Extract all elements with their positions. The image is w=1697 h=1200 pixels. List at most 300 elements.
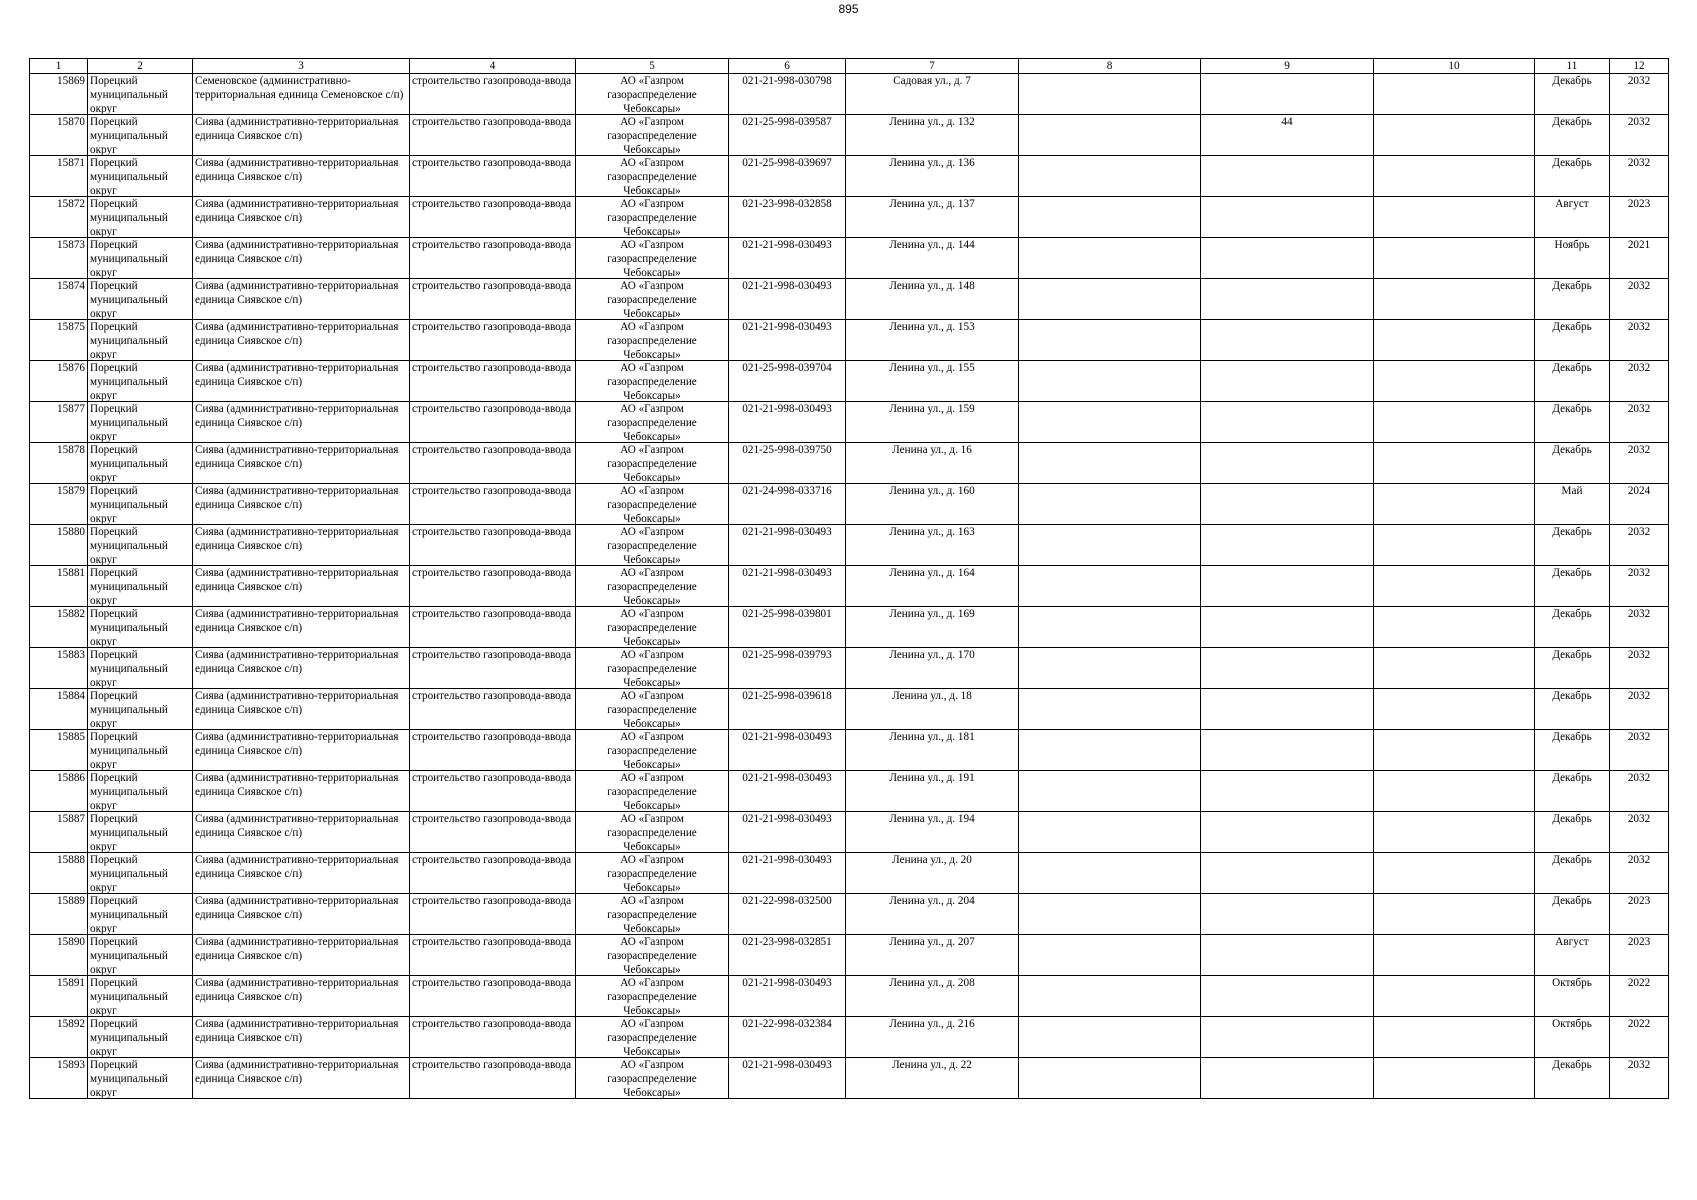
column-9-cell-text: [1203, 197, 1371, 237]
column-8-cell: [1019, 238, 1201, 279]
address-cell: [846, 648, 1019, 689]
column-9-cell: [1201, 197, 1374, 238]
row-number-cell-text: 15885: [57, 731, 85, 743]
column-9-cell-text: [1203, 894, 1371, 934]
address-cell-text: Ленина ул., д. 18: [892, 690, 972, 702]
address-cell-text: Ленина ул., д. 207: [889, 936, 975, 948]
object-code-cell: [729, 320, 846, 361]
work-type-cell-text: строительство газопровода-ввода: [412, 116, 572, 128]
work-type-cell: [410, 238, 576, 279]
column-8-cell: [1019, 771, 1201, 812]
column-9-cell: [1201, 320, 1374, 361]
address-cell-text: Ленина ул., д. 204: [889, 895, 975, 907]
column-header: 1: [30, 59, 88, 74]
organization-cell-text: АО «Газпром газораспределение Чебоксары»: [607, 75, 697, 114]
organization-cell-text: АО «Газпром газораспределение Чебоксары»: [607, 116, 697, 155]
year-cell-text: 2022: [1627, 1018, 1651, 1030]
column-10-cell-text: [1376, 853, 1532, 893]
month-cell-text: Декабрь: [1552, 280, 1592, 292]
year-cell: [1610, 156, 1669, 197]
district-cell: [88, 402, 193, 443]
row-number-cell-text: 15877: [57, 403, 85, 415]
row-number-cell-text: 15876: [57, 362, 85, 374]
column-header: 8: [1019, 59, 1201, 74]
column-9-cell-text: [1203, 74, 1371, 114]
address-cell-text: Ленина ул., д. 208: [889, 977, 975, 989]
address-cell: [846, 976, 1019, 1017]
address-cell: [846, 156, 1019, 197]
year-cell: [1610, 74, 1669, 115]
column-9-cell-text: [1203, 853, 1371, 893]
district-cell: [88, 771, 193, 812]
column-9-cell-text: [1203, 935, 1371, 975]
address-cell-text: Ленина ул., д. 191: [889, 772, 975, 784]
district-cell: [88, 320, 193, 361]
column-10-cell: [1374, 730, 1535, 771]
column-10-cell: [1374, 525, 1535, 566]
column-10-cell: [1374, 1017, 1535, 1058]
address-cell: [846, 361, 1019, 402]
address-cell: [846, 1017, 1019, 1058]
object-code-cell-text: 021-21-998-030493: [742, 731, 832, 743]
object-code-cell: [729, 730, 846, 771]
district-cell: [88, 935, 193, 976]
work-type-cell-text: строительство газопровода-ввода: [412, 977, 572, 989]
object-code-cell: [729, 484, 846, 525]
address-cell-text: Ленина ул., д. 216: [889, 1018, 975, 1030]
column-10-cell-text: [1376, 525, 1532, 565]
column-8-cell: [1019, 648, 1201, 689]
column-8-cell: [1019, 1017, 1201, 1058]
work-type-cell-text: строительство газопровода-ввода: [412, 936, 572, 948]
district-cell-text: Порецкий муниципальный округ: [90, 1059, 168, 1098]
column-8-cell: [1019, 976, 1201, 1017]
organization-cell: [576, 689, 729, 730]
work-type-cell-text: строительство газопровода-ввода: [412, 1018, 572, 1030]
row-number-cell-text: 15880: [57, 526, 85, 538]
row-number-cell: [30, 361, 88, 402]
month-cell: [1535, 894, 1610, 935]
object-code-cell-text: 021-25-998-039697: [742, 157, 832, 169]
year-cell: [1610, 730, 1669, 771]
column-8-cell-text: [1021, 279, 1198, 319]
column-9-cell: [1201, 771, 1374, 812]
organization-cell-text: АО «Газпром газораспределение Чебоксары»: [607, 895, 697, 934]
organization-cell: [576, 894, 729, 935]
row-number-cell-text: 15889: [57, 895, 85, 907]
column-9-cell: [1201, 812, 1374, 853]
object-code-cell: [729, 607, 846, 648]
year-cell-text: 2032: [1627, 116, 1651, 128]
work-type-cell-text: строительство газопровода-ввода: [412, 895, 572, 907]
table-row: [30, 1017, 1669, 1058]
settlement-cell-text: Сиява (административно-территориальная единица Сиявское с/п): [195, 772, 399, 798]
column-10-cell: [1374, 894, 1535, 935]
column-10-cell-text: [1376, 443, 1532, 483]
work-type-cell-text: строительство газопровода-ввода: [412, 444, 572, 456]
row-number-cell-text: 15882: [57, 608, 85, 620]
settlement-cell: [193, 894, 410, 935]
column-8-cell: [1019, 361, 1201, 402]
column-10-cell-text: [1376, 607, 1532, 647]
settlement-cell-text: Сиява (административно-территориальная единица Сиявское с/п): [195, 321, 399, 347]
year-cell: [1610, 443, 1669, 484]
settlement-cell-text: Сиява (административно-территориальная единица Сиявское с/п): [195, 690, 399, 716]
column-8-cell-text: [1021, 197, 1198, 237]
year-cell-text: 2032: [1627, 321, 1651, 333]
work-type-cell-text: строительство газопровода-ввода: [412, 403, 572, 415]
column-8-cell-text: [1021, 812, 1198, 852]
column-9-cell: [1201, 730, 1374, 771]
column-8-cell: [1019, 935, 1201, 976]
column-8-cell-text: [1021, 525, 1198, 565]
column-10-cell-text: [1376, 402, 1532, 442]
organization-cell: [576, 361, 729, 402]
settlement-cell: [193, 361, 410, 402]
column-9-cell: [1201, 976, 1374, 1017]
year-cell: [1610, 771, 1669, 812]
column-8-cell: [1019, 730, 1201, 771]
month-cell: [1535, 853, 1610, 894]
organization-cell-text: АО «Газпром газораспределение Чебоксары»: [607, 608, 697, 647]
settlement-cell: [193, 976, 410, 1017]
row-number-cell-text: 15887: [57, 813, 85, 825]
settlement-cell: [193, 74, 410, 115]
work-type-cell: [410, 443, 576, 484]
column-9-cell-text: [1203, 771, 1371, 811]
row-number-cell: [30, 730, 88, 771]
object-code-cell-text: 021-25-998-039793: [742, 649, 832, 661]
column-8-cell-text: [1021, 1017, 1198, 1057]
page-number: 895: [838, 2, 859, 16]
work-type-cell-text: строительство газопровода-ввода: [412, 567, 572, 579]
column-10-cell-text: [1376, 361, 1532, 401]
address-cell: [846, 197, 1019, 238]
column-10-cell-text: [1376, 1017, 1532, 1057]
column-10-cell-text: [1376, 197, 1532, 237]
object-code-cell-text: 021-21-998-030493: [742, 977, 832, 989]
column-10-cell: [1374, 197, 1535, 238]
settlement-cell: [193, 1058, 410, 1099]
address-cell: [846, 74, 1019, 115]
month-cell: [1535, 566, 1610, 607]
object-code-cell: [729, 853, 846, 894]
column-header: 7: [846, 59, 1019, 74]
table-row: [30, 238, 1669, 279]
column-9-cell: [1201, 894, 1374, 935]
district-cell-text: Порецкий муниципальный округ: [90, 977, 168, 1016]
month-cell: [1535, 361, 1610, 402]
row-number-cell: [30, 648, 88, 689]
organization-cell: [576, 115, 729, 156]
column-10-cell: [1374, 484, 1535, 525]
column-10-cell: [1374, 402, 1535, 443]
column-8-cell: [1019, 320, 1201, 361]
work-type-cell: [410, 484, 576, 525]
column-9-cell: [1201, 525, 1374, 566]
district-cell-text: Порецкий муниципальный округ: [90, 362, 168, 401]
work-type-cell: [410, 320, 576, 361]
column-8-cell-text: [1021, 156, 1198, 196]
district-cell-text: Порецкий муниципальный округ: [90, 526, 168, 565]
organization-cell: [576, 156, 729, 197]
settlement-cell-text: Сиява (административно-территориальная единица Сиявское с/п): [195, 567, 399, 593]
organization-cell: [576, 730, 729, 771]
month-cell-text: Декабрь: [1552, 608, 1592, 620]
year-cell-text: 2032: [1627, 1059, 1651, 1071]
work-type-cell: [410, 812, 576, 853]
column-8-cell: [1019, 812, 1201, 853]
object-code-cell: [729, 525, 846, 566]
work-type-cell-text: строительство газопровода-ввода: [412, 75, 572, 87]
organization-cell: [576, 648, 729, 689]
table-row: [30, 361, 1669, 402]
organization-cell: [576, 525, 729, 566]
column-9-cell: [1201, 566, 1374, 607]
table-row: [30, 484, 1669, 525]
address-cell: [846, 443, 1019, 484]
settlement-cell-text: Сиява (административно-территориальная единица Сиявское с/п): [195, 239, 399, 265]
settlement-cell: [193, 320, 410, 361]
column-8-cell-text: [1021, 74, 1198, 114]
column-8-cell-text: [1021, 935, 1198, 975]
column-header: 12: [1610, 59, 1669, 74]
work-type-cell: [410, 1017, 576, 1058]
row-number-cell-text: 15892: [57, 1018, 85, 1030]
column-10-cell-text: [1376, 115, 1532, 155]
row-number-cell: [30, 812, 88, 853]
row-number-cell-text: 15878: [57, 444, 85, 456]
month-cell-text: Декабрь: [1552, 813, 1592, 825]
address-cell-text: Ленина ул., д. 170: [889, 649, 975, 661]
table-row: [30, 115, 1669, 156]
address-cell-text: Ленина ул., д. 20: [892, 854, 972, 866]
column-8-cell: [1019, 894, 1201, 935]
year-cell: [1610, 607, 1669, 648]
work-type-cell-text: строительство газопровода-ввода: [412, 813, 572, 825]
district-cell: [88, 1058, 193, 1099]
column-9-cell-text: [1203, 730, 1371, 770]
month-cell: [1535, 279, 1610, 320]
address-cell-text: Ленина ул., д. 153: [889, 321, 975, 333]
organization-cell-text: АО «Газпром газораспределение Чебоксары»: [607, 649, 697, 688]
district-cell-text: Порецкий муниципальный округ: [90, 772, 168, 811]
object-code-cell: [729, 566, 846, 607]
row-number-cell-text: 15891: [57, 977, 85, 989]
address-cell-text: Ленина ул., д. 194: [889, 813, 975, 825]
column-header: 6: [729, 59, 846, 74]
organization-cell-text: АО «Газпром газораспределение Чебоксары»: [607, 977, 697, 1016]
organization-cell: [576, 566, 729, 607]
year-cell-text: 2024: [1627, 485, 1651, 497]
month-cell: [1535, 648, 1610, 689]
year-cell-text: 2032: [1627, 608, 1651, 620]
column-10-cell: [1374, 443, 1535, 484]
address-cell: [846, 115, 1019, 156]
object-code-cell-text: 021-25-998-039704: [742, 362, 832, 374]
address-cell-text: Ленина ул., д. 148: [889, 280, 975, 292]
column-8-cell-text: [1021, 566, 1198, 606]
month-cell-text: Декабрь: [1552, 772, 1592, 784]
column-8-cell-text: [1021, 443, 1198, 483]
row-number-cell: [30, 1058, 88, 1099]
year-cell: [1610, 402, 1669, 443]
organization-cell-text: АО «Газпром газораспределение Чебоксары»: [607, 731, 697, 770]
column-10-cell: [1374, 812, 1535, 853]
column-8-cell-text: [1021, 648, 1198, 688]
column-header: 4: [410, 59, 576, 74]
row-number-cell: [30, 402, 88, 443]
month-cell-text: Октябрь: [1552, 1018, 1592, 1030]
column-10-cell: [1374, 74, 1535, 115]
column-8-cell-text: [1021, 320, 1198, 360]
row-number-cell: [30, 525, 88, 566]
column-8-cell: [1019, 525, 1201, 566]
work-type-cell: [410, 771, 576, 812]
month-cell: [1535, 812, 1610, 853]
district-cell-text: Порецкий муниципальный округ: [90, 731, 168, 770]
address-cell-text: Садовая ул., д. 7: [893, 75, 971, 87]
organization-cell: [576, 484, 729, 525]
month-cell: [1535, 238, 1610, 279]
organization-cell-text: АО «Газпром газораспределение Чебоксары»: [607, 198, 697, 237]
work-type-cell-text: строительство газопровода-ввода: [412, 608, 572, 620]
year-cell-text: 2032: [1627, 280, 1651, 292]
column-8-cell: [1019, 279, 1201, 320]
object-code-cell-text: 021-22-998-032500: [742, 895, 832, 907]
month-cell-text: Декабрь: [1552, 526, 1592, 538]
row-number-cell-text: 15870: [57, 116, 85, 128]
settlement-cell: [193, 279, 410, 320]
settlement-cell-text: Сиява (административно-территориальная единица Сиявское с/п): [195, 526, 399, 552]
column-9-cell-text: [1203, 525, 1371, 565]
column-9-cell-text: [1203, 566, 1371, 606]
settlement-cell-text: Сиява (административно-территориальная единица Сиявское с/п): [195, 485, 399, 511]
settlement-cell: [193, 648, 410, 689]
district-cell-text: Порецкий муниципальный округ: [90, 895, 168, 934]
column-8-cell-text: [1021, 484, 1198, 524]
address-cell: [846, 894, 1019, 935]
row-number-cell-text: 15875: [57, 321, 85, 333]
organization-cell-text: АО «Газпром газораспределение Чебоксары»: [607, 485, 697, 524]
column-10-cell-text: [1376, 74, 1532, 114]
row-number-cell-text: 15893: [57, 1059, 85, 1071]
month-cell-text: Декабрь: [1552, 157, 1592, 169]
month-cell-text: Декабрь: [1552, 731, 1592, 743]
address-cell: [846, 238, 1019, 279]
settlement-cell: [193, 197, 410, 238]
column-9-cell-text: [1203, 976, 1371, 1016]
column-8-cell-text: [1021, 771, 1198, 811]
organization-cell: [576, 402, 729, 443]
address-cell: [846, 812, 1019, 853]
column-9-cell: [1201, 648, 1374, 689]
district-cell: [88, 443, 193, 484]
row-number-cell: [30, 279, 88, 320]
column-10-cell-text: [1376, 894, 1532, 934]
settlement-cell: [193, 1017, 410, 1058]
organization-cell-text: АО «Газпром газораспределение Чебоксары»: [607, 280, 697, 319]
work-type-cell-text: строительство газопровода-ввода: [412, 198, 572, 210]
month-cell-text: Декабрь: [1552, 75, 1592, 87]
object-code-cell: [729, 279, 846, 320]
settlement-cell-text: Сиява (административно-территориальная единица Сиявское с/п): [195, 895, 399, 921]
object-code-cell: [729, 156, 846, 197]
row-number-cell: [30, 1017, 88, 1058]
year-cell: [1610, 976, 1669, 1017]
settlement-cell-text: Сиява (административно-территориальная единица Сиявское с/п): [195, 649, 399, 675]
object-code-cell-text: 021-25-998-039750: [742, 444, 832, 456]
organization-cell: [576, 607, 729, 648]
organization-cell: [576, 771, 729, 812]
district-cell: [88, 730, 193, 771]
table-row: [30, 689, 1669, 730]
month-cell-text: Декабрь: [1552, 116, 1592, 128]
organization-cell-text: АО «Газпром газораспределение Чебоксары»: [607, 444, 697, 483]
object-code-cell-text: 021-24-998-033716: [742, 485, 832, 497]
settlement-cell-text: Сиява (административно-территориальная единица Сиявское с/п): [195, 116, 399, 142]
settlement-cell-text: Сиява (административно-территориальная единица Сиявское с/п): [195, 608, 399, 634]
row-number-cell-text: 15890: [57, 936, 85, 948]
year-cell: [1610, 566, 1669, 607]
year-cell-text: 2023: [1627, 895, 1651, 907]
column-header: 2: [88, 59, 193, 74]
month-cell-text: Декабрь: [1552, 649, 1592, 661]
column-header: 3: [193, 59, 410, 74]
column-9-cell: [1201, 1017, 1374, 1058]
year-cell-text: 2032: [1627, 813, 1651, 825]
organization-cell-text: АО «Газпром газораспределение Чебоксары»: [607, 239, 697, 278]
row-number-cell-text: 15869: [57, 75, 85, 87]
organization-cell: [576, 1017, 729, 1058]
row-number-cell-text: 15879: [57, 485, 85, 497]
address-cell-text: Ленина ул., д. 181: [889, 731, 975, 743]
row-number-cell-text: 15871: [57, 157, 85, 169]
year-cell: [1610, 812, 1669, 853]
settlement-cell-text: Сиява (административно-территориальная единица Сиявское с/п): [195, 280, 399, 306]
object-code-cell: [729, 976, 846, 1017]
organization-cell-text: АО «Газпром газораспределение Чебоксары»: [607, 1059, 697, 1098]
address-cell: [846, 320, 1019, 361]
table-row: [30, 894, 1669, 935]
year-cell-text: 2032: [1627, 157, 1651, 169]
column-9-cell: [1201, 238, 1374, 279]
column-8-cell-text: [1021, 607, 1198, 647]
column-9-cell-text: [1203, 402, 1371, 442]
column-9-cell: [1201, 402, 1374, 443]
year-cell: [1610, 361, 1669, 402]
table-row: [30, 156, 1669, 197]
table-row: [30, 279, 1669, 320]
table-row: [30, 812, 1669, 853]
month-cell: [1535, 443, 1610, 484]
year-cell-text: 2032: [1627, 690, 1651, 702]
year-cell: [1610, 1017, 1669, 1058]
organization-cell: [576, 320, 729, 361]
district-cell: [88, 74, 193, 115]
row-number-cell-text: 15881: [57, 567, 85, 579]
organization-cell: [576, 976, 729, 1017]
district-cell: [88, 853, 193, 894]
work-type-cell: [410, 730, 576, 771]
row-number-cell-text: 15872: [57, 198, 85, 210]
district-cell: [88, 484, 193, 525]
column-8-cell: [1019, 607, 1201, 648]
column-10-cell-text: [1376, 279, 1532, 319]
table-row: [30, 976, 1669, 1017]
column-8-cell-text: [1021, 976, 1198, 1016]
month-cell: [1535, 156, 1610, 197]
